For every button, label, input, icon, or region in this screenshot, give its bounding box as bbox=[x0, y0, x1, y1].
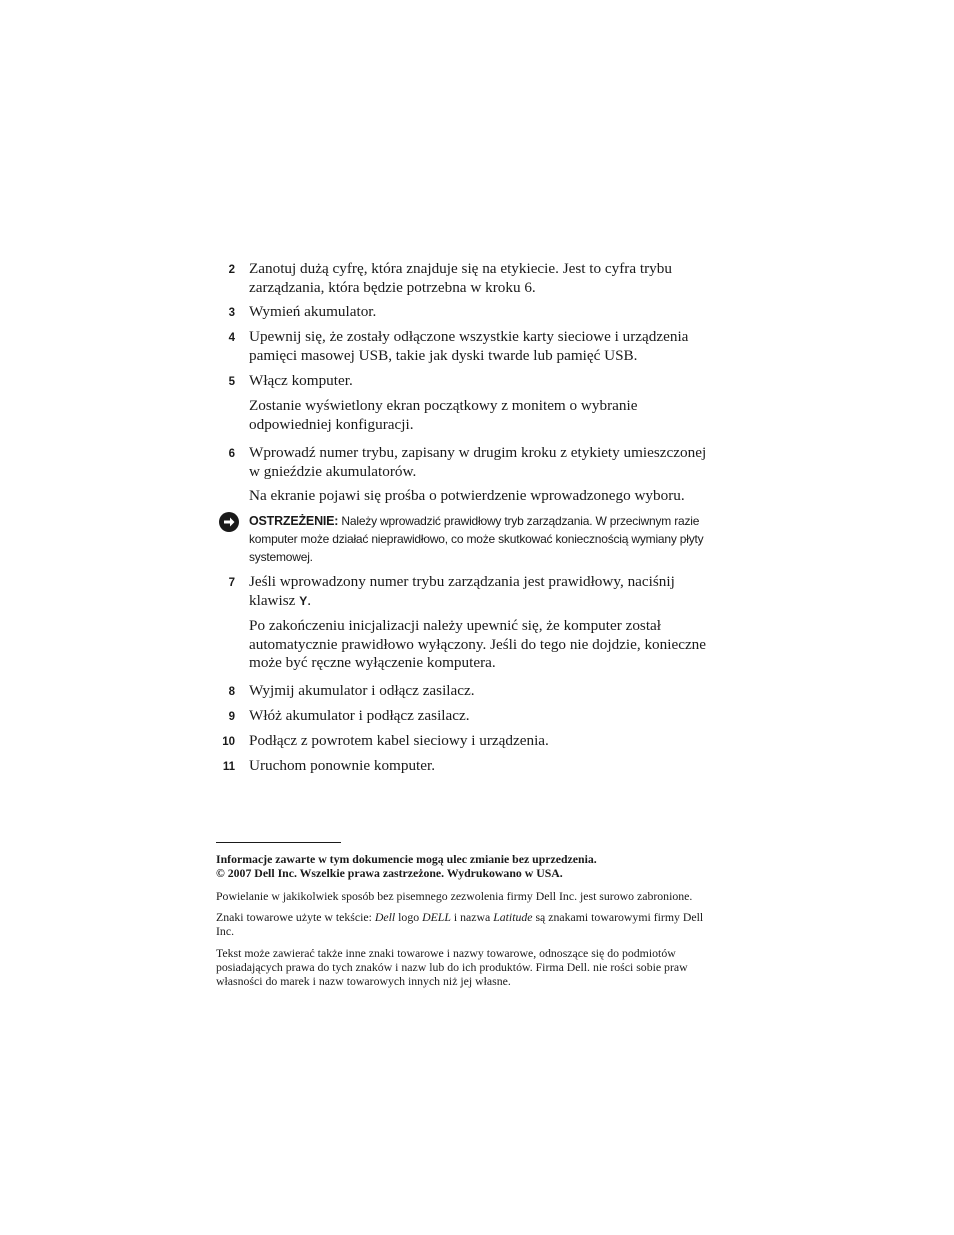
step-note: Na ekranie pojawi się prośba o potwierdzenie wprowadzonego wyboru. bbox=[249, 487, 685, 504]
step-number: 3 bbox=[228, 307, 235, 319]
step-note: Zostanie wyświetlony ekran początkowy z monitem o wybranie odpowiedniej konfiguracji. bbox=[249, 397, 638, 433]
trademark-dell-logo: DELL bbox=[422, 910, 451, 924]
step-number: 4 bbox=[228, 332, 235, 344]
step-text-before-key: Jeśli wprowadzony numer trybu zarządzania jest prawidłowy, naciśnij klawisz bbox=[249, 573, 675, 609]
trademark-latitude: Latitude bbox=[493, 910, 533, 924]
step-number: 7 bbox=[228, 577, 235, 589]
step-number: 9 bbox=[228, 711, 235, 723]
step-text-after-key: . bbox=[307, 591, 312, 609]
footer-divider bbox=[216, 842, 341, 843]
warning-text bbox=[249, 512, 719, 566]
step-number: 8 bbox=[228, 686, 235, 698]
warning-body: Należy wprowadzić prawidłowy tryb zarządzania. W przeciwnym razie komputer może działać nieprawidłowo, co może skutkować koniecznością wymiany płyty systemowej. bbox=[249, 514, 704, 564]
trademarks-text: i nazwa bbox=[450, 910, 494, 924]
warning-label: OSTRZEŻENIE: bbox=[249, 514, 339, 528]
warning-arrow-icon bbox=[219, 512, 239, 532]
footer-reproduction: Powielanie w jakikolwiek sposób bez pisemnego zezwolenia firmy Dell Inc. jest surowo zabronione. bbox=[216, 889, 693, 903]
trademark-dell: Dell bbox=[374, 910, 396, 924]
step-text: Wprowadź numer trybu, zapisany w drugim kroku z etykiety umieszczonej w gnieździe akumulatorów. bbox=[249, 444, 707, 480]
step-text bbox=[249, 573, 719, 610]
step-number: 5 bbox=[228, 376, 235, 388]
step-number: 6 bbox=[228, 448, 235, 460]
step-note: Po zakończeniu inicjalizacji należy upewnić się, że komputer został automatycznie prawidłowo wyłączony. Jeśli do tego nie dojdzie, konieczne może być ręczne wyłączenie komputera. bbox=[249, 617, 707, 671]
footer-notice bbox=[216, 852, 726, 880]
trademarks-text: logo bbox=[395, 910, 423, 924]
step-text: Włącz komputer. bbox=[249, 372, 353, 389]
step-text: Zanotuj dużą cyfrę, która znajduje się na etykiecie. Jest to cyfra trybu zarządzania, która będzie potrzebna w kroku 6. bbox=[249, 260, 672, 296]
step-number: 2 bbox=[228, 264, 235, 276]
footer-other-marks: Tekst może zawierać także inne znaki towarowe i nazwy towarowe, odnoszące się do podmiotów posiadających prawa do tych znaków i nazw lub do ich produktów. Firma Dell. nie rości sobie praw własności do marek i nazw towarowych innych niż jej własne. bbox=[216, 946, 688, 988]
step-text: Wymień akumulator. bbox=[249, 303, 377, 320]
key-y: Y bbox=[299, 593, 308, 608]
step-text: Upewnij się, że zostały odłączone wszystkie karty sieciowe i urządzenia pamięci masowej USB, takie jak dyski twarde lub pamięć USB. bbox=[249, 328, 689, 364]
step-text: Podłącz z powrotem kabel sieciowy i urządzenia. bbox=[249, 732, 549, 749]
step-text: Uruchom ponownie komputer. bbox=[249, 757, 436, 774]
footer-copyright: © 2007 Dell Inc. Wszelkie prawa zastrzeżone. Wydrukowano w USA. bbox=[216, 866, 563, 880]
trademarks-intro: Znaki towarowe użyte w tekście: bbox=[216, 910, 375, 924]
step-number: 11 bbox=[222, 761, 235, 773]
step-number: 10 bbox=[222, 736, 235, 748]
step-text: Włóż akumulator i podłącz zasilacz. bbox=[249, 707, 470, 724]
footer-trademarks bbox=[216, 910, 716, 938]
trademarks-text: są znakami towarowymi firmy Dell Inc. bbox=[216, 910, 704, 938]
step-text: Wyjmij akumulator i odłącz zasilacz. bbox=[249, 682, 475, 699]
footer-notice-line-1: Informacje zawarte w tym dokumencie mogą ulec zmianie bez uprzedzenia. bbox=[216, 852, 597, 866]
